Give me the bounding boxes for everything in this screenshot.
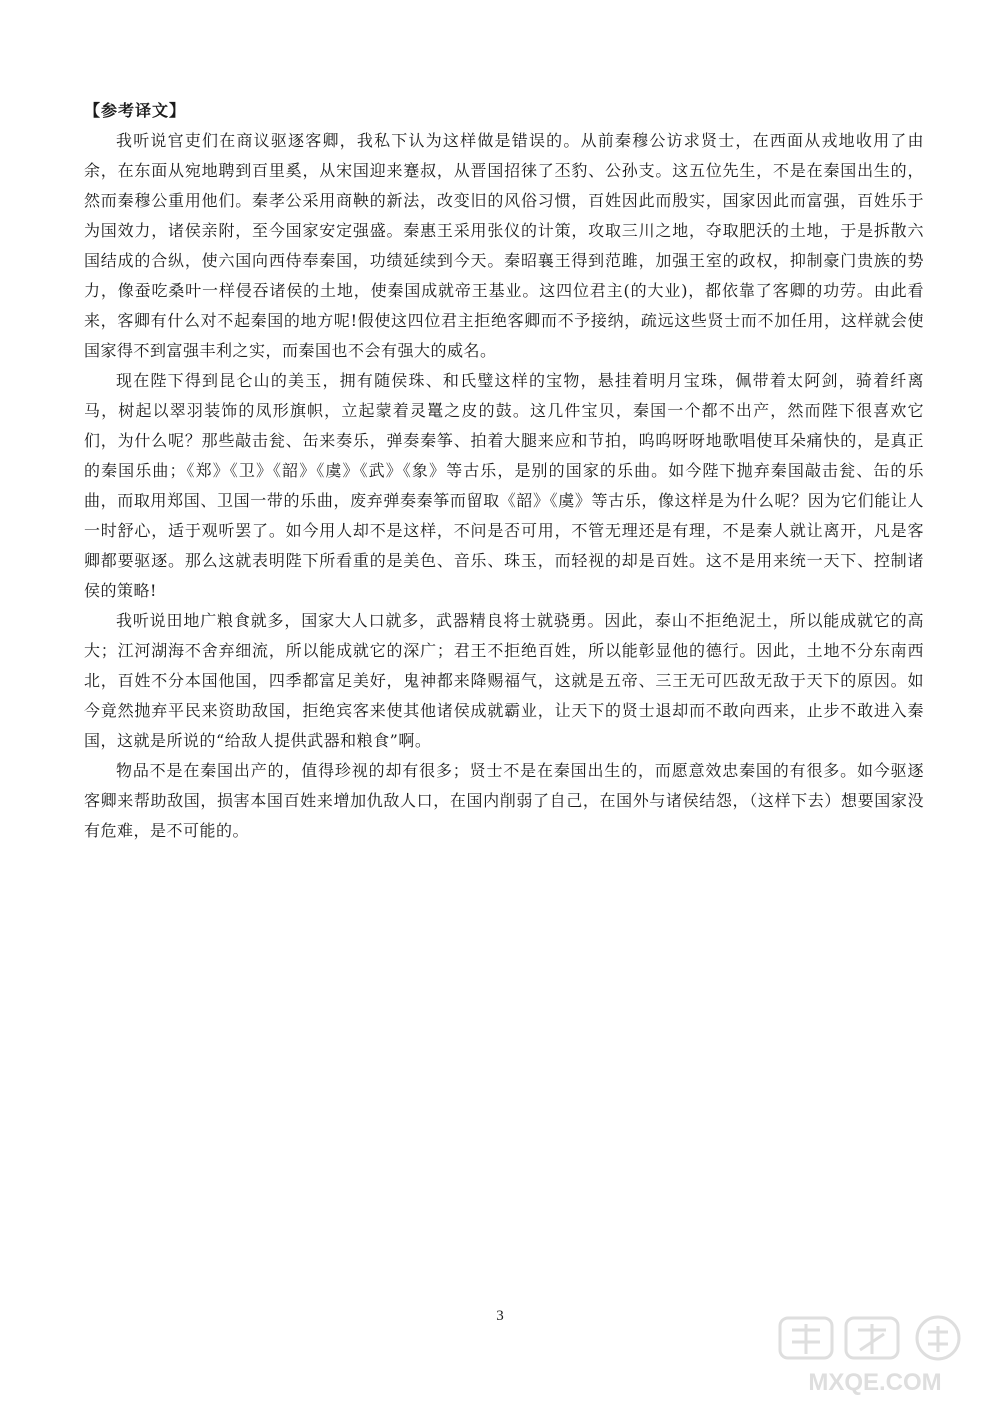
paragraph-3: 我听说田地广粮食就多，国家大人口就多，武器精良将士就骁勇。因此，泰山不拒绝泥土，所以能成就它的高大；江河湖海不舍弃细流，所以能成就它的深广；君王不拒绝百姓，所以能彰显他的德行。因此，土地不分东南西北，百姓不分本国他国，四季都富足美好，鬼神都来降赐福气，这就是五帝、三王无可匹敌无敌于天下的原因。如今竟然抛弃平民来资助敌国，拒绝宾客来使其他诸侯成就霸业，让天下的贤士退却而不敢向西来，止步不敢进入秦国，这就是所说的“给敌人提供武器和粮食”啊。 xyxy=(84,611,924,750)
paragraph-2: 现在陛下得到昆仑山的美玉，拥有随侯珠、和氏璧这样的宝物，悬挂着明月宝珠，佩带着太阿剑，骑着纤离马，树起以翠羽装饰的凤形旗帜，立起蒙着灵鼍之皮的鼓。这几件宝贝，秦国一个都不出产，然而陛下很喜欢它们，为什么呢？那些敲击瓮、缶来奏乐，弹奏秦筝、拍着大腿来应和节拍，呜呜呀呀地歌唱使耳朵痛快的，是真正的秦国乐曲；《郑》《卫》《韶》《虞》《武》《象》等古乐，是别的国家的乐曲。如今陛下抛弃秦国敲击瓮、缶的乐曲，而取用郑国、卫国一带的乐曲，废弃弹奏秦筝而留取《韶》《虞》等古乐，像这样是为什么呢？因为它们能让人一时舒心，适于观听罢了。如今用人却不是这样，不问是否可用，不管无理还是有理，不是秦人就让离开，凡是客卿都要驱逐。那么这就表明陛下所看重的是美色、音乐、珠玉，而轻视的却是百姓。这不是用来统一天下、控制诸侯的策略! xyxy=(84,371,924,600)
paragraph-4: 物品不是在秦国出产的，值得珍视的却有很多；贤士不是在秦国出生的，而愿意效忠秦国的有很多。如今驱逐客卿来帮助敌国，损害本国百姓来增加仇敌人口，在国内削弱了自己，在国外与诸侯结怨，（这样下去）想要国家没有危难，是不可能的。 xyxy=(84,761,924,840)
watermark-text: MXQE.COM xyxy=(808,1369,942,1396)
watermark-logo-icon xyxy=(770,1312,980,1400)
section-heading: 【参考译文】 xyxy=(84,101,187,120)
document-body xyxy=(84,96,924,846)
page-number: 3 xyxy=(496,1308,504,1324)
paragraph-1: 我听说官吏们在商议驱逐客卿，我私下认为这样做是错误的。从前秦穆公访求贤士，在西面从戎地收用了由余，在东面从宛地聘到百里奚，从宋国迎来蹇叔，从晋国招徕了丕豹、公孙支。这五位先生，不是在秦国出生的，然而秦穆公重用他们。秦孝公采用商鞅的新法，改变旧的风俗习惯，百姓因此而殷实，国家因此而富强，百姓乐于为国效力，诸侯亲附，至今国家安定强盛。秦惠王采用张仪的计策，攻取三川之地，夺取肥沃的土地，于是拆散六国结成的合纵，使六国向西侍奉秦国，功绩延续到今天。秦昭襄王得到范雎，加强王室的政权，抑制豪门贵族的势力，像蚕吃桑叶一样侵吞诸侯的土地，使秦国成就帝王基业。这四位君主(的大业)，都依靠了客卿的功劳。由此看来，客卿有什么对不起秦国的地方呢!假使这四位君主拒绝客卿而不予接纳，疏远这些贤士而不加任用，这样就会使国家得不到富强丰利之实，而秦国也不会有强大的威名。 xyxy=(84,131,924,360)
